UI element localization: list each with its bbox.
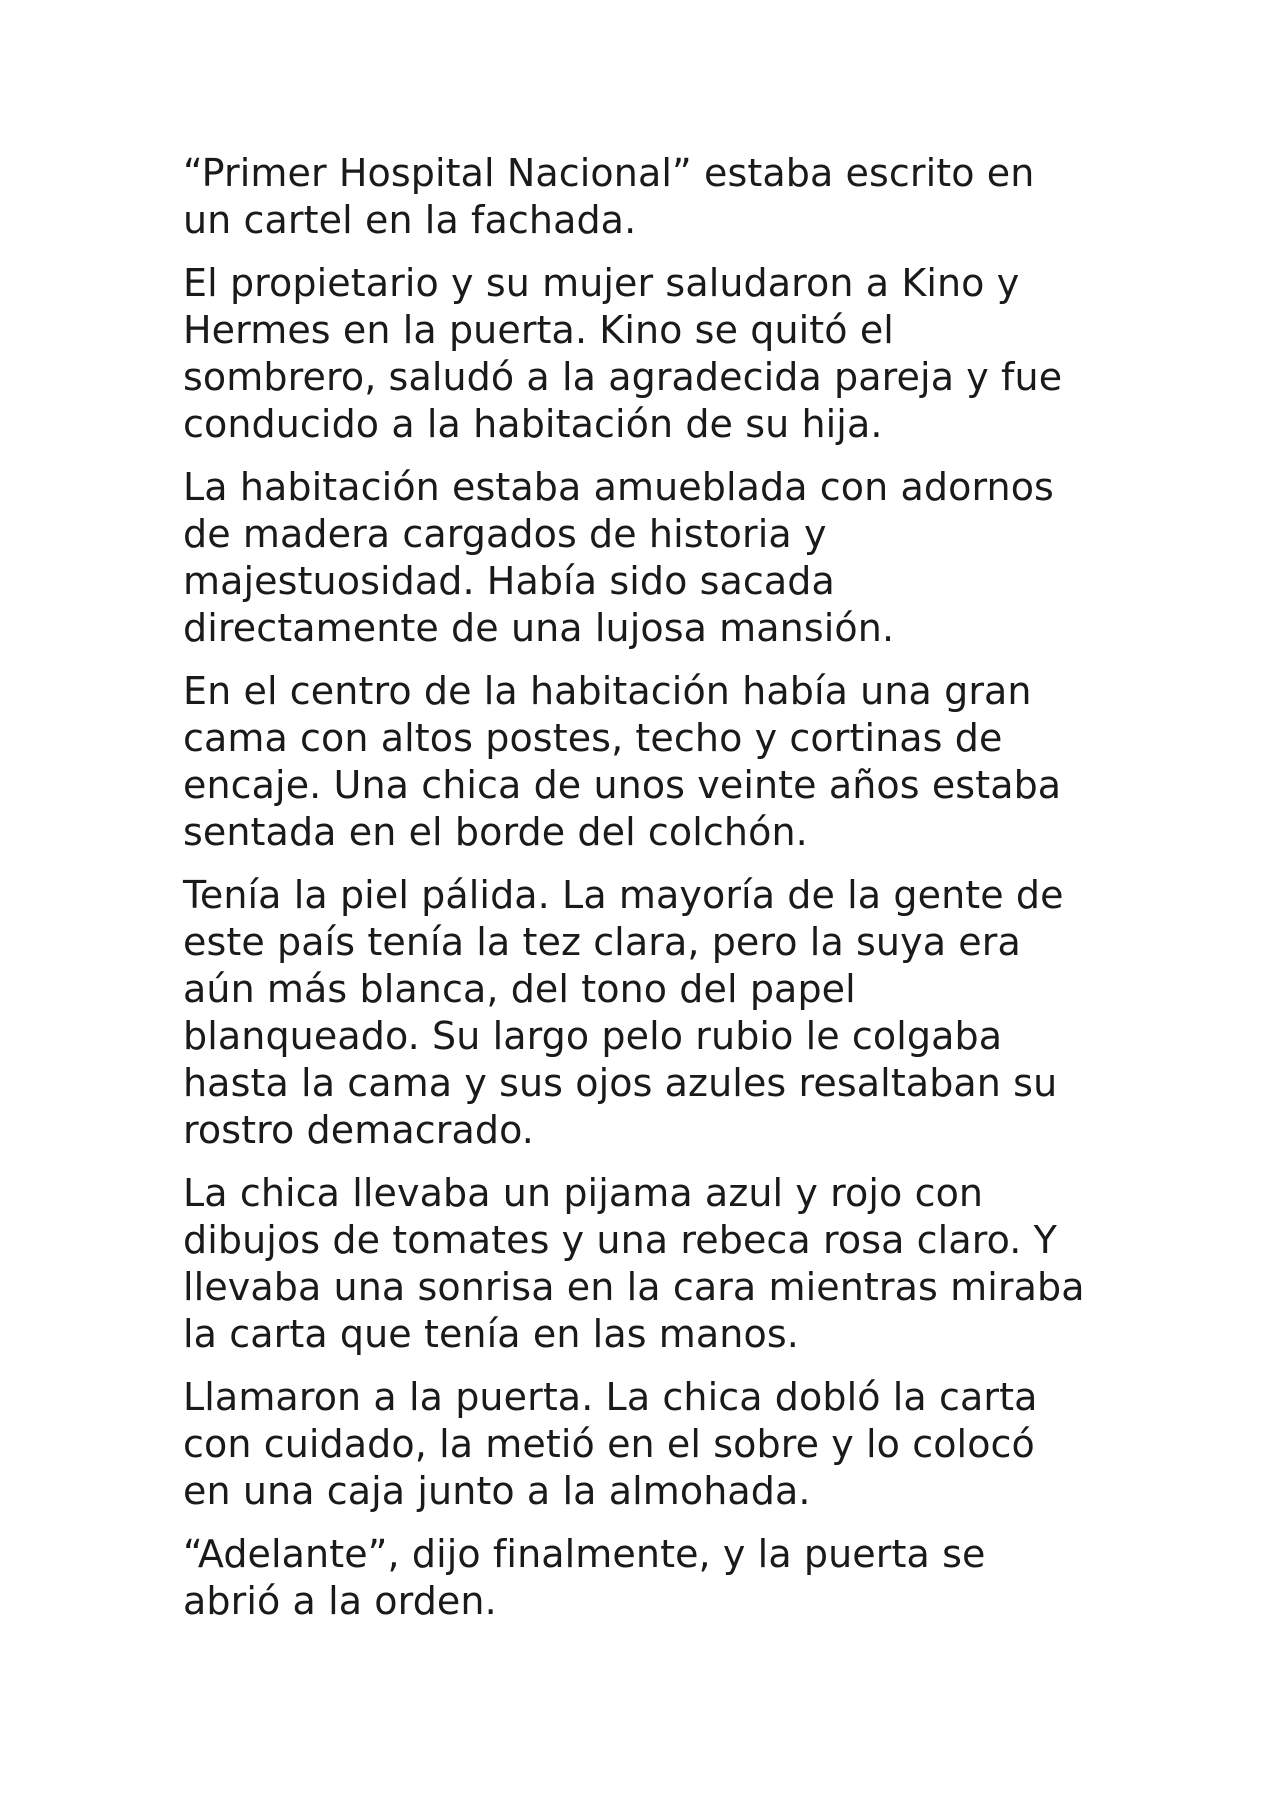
paragraph-6 — [183, 1170, 1123, 1358]
text-line: conducido a la habitación de su hija. — [183, 402, 883, 446]
paragraph-5 — [183, 872, 1123, 1154]
text-line: Llamaron a la puerta. La chica dobló la carta — [183, 1375, 1038, 1419]
text-line: encaje. Una chica de unos veinte años estaba — [183, 763, 1062, 807]
paragraph-7 — [183, 1374, 1123, 1515]
text-line: cama con altos postes, techo y cortinas de — [183, 716, 1003, 760]
text-line: El propietario y su mujer saludaron a Kino y — [183, 261, 1020, 305]
text-line: aún más blanca, del tono del papel — [183, 967, 856, 1011]
text-line: un cartel en la fachada. — [183, 198, 637, 242]
text-line: Tenía la piel pálida. La mayoría de la gente de — [183, 873, 1064, 917]
text-line: llevaba una sonrisa en la cara mientras miraba — [183, 1265, 1085, 1309]
body-text — [183, 150, 1123, 1641]
text-line: hasta la cama y sus ojos azules resaltaban su — [183, 1061, 1058, 1105]
text-line: sombrero, saludó a la agradecida pareja y fue — [183, 355, 1063, 399]
text-line: La chica llevaba un pijama azul y rojo con — [183, 1171, 984, 1215]
text-line: Hermes en la puerta. Kino se quitó el — [183, 308, 894, 352]
text-line: En el centro de la habitación había una gran — [183, 669, 1032, 713]
text-line: blanqueado. Su largo pelo rubio le colgaba — [183, 1014, 1003, 1058]
text-line: de madera cargados de historia y — [183, 512, 827, 556]
paragraph-8 — [183, 1531, 1123, 1625]
paragraph-2 — [183, 260, 1123, 448]
paragraph-1 — [183, 150, 1123, 244]
text-line: dibujos de tomates y una rebeca rosa claro. Y — [183, 1218, 1057, 1262]
text-line: la carta que tenía en las manos. — [183, 1312, 799, 1356]
text-line: “Primer Hospital Nacional” estaba escrito en — [183, 151, 1035, 195]
text-line: este país tenía la tez clara, pero la suya era — [183, 920, 1021, 964]
text-line: rostro demacrado. — [183, 1108, 534, 1152]
text-line: abrió a la orden. — [183, 1579, 497, 1623]
paragraph-3 — [183, 464, 1123, 652]
text-line: majestuosidad. Había sido sacada — [183, 559, 835, 603]
paragraph-4 — [183, 668, 1123, 856]
text-line: La habitación estaba amueblada con adornos — [183, 465, 1054, 509]
text-line: con cuidado, la metió en el sobre y lo colocó — [183, 1422, 1035, 1466]
text-line: en una caja junto a la almohada. — [183, 1469, 811, 1513]
text-line: “Adelante”, dijo finalmente, y la puerta se — [183, 1532, 986, 1576]
text-line: sentada en el borde del colchón. — [183, 810, 808, 854]
text-line: directamente de una lujosa mansión. — [183, 606, 895, 650]
